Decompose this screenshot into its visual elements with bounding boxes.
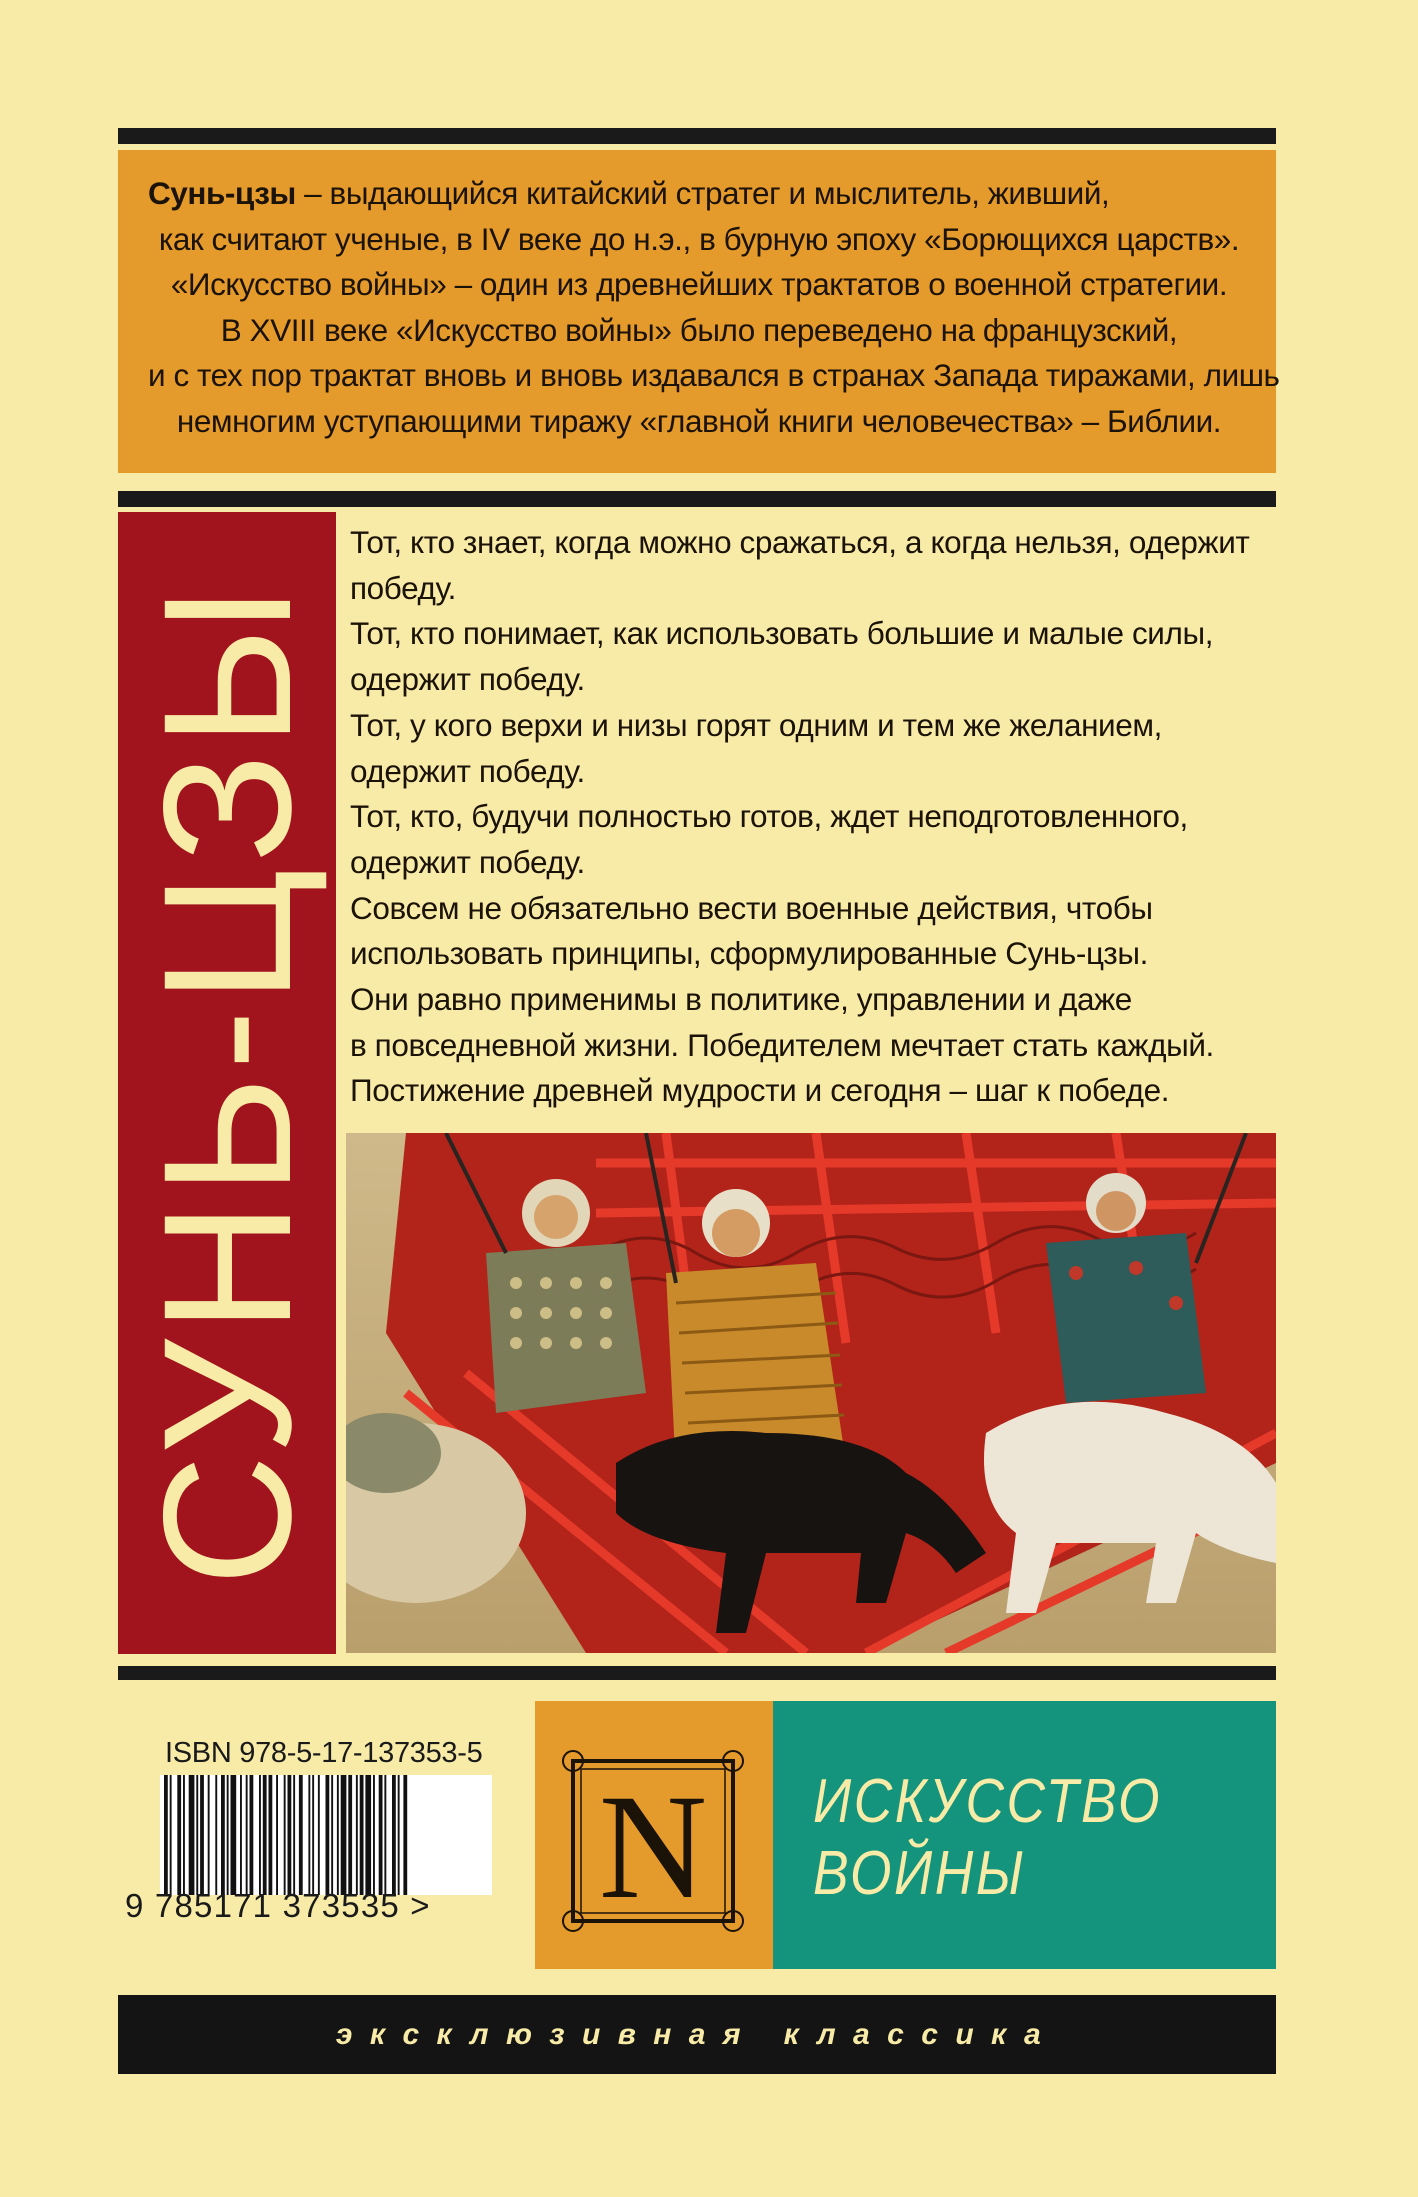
publisher-logo-letter: N bbox=[598, 1764, 708, 1930]
quotes-block bbox=[350, 520, 1280, 1114]
painting-illustration bbox=[346, 1133, 1276, 1653]
warriors-painting bbox=[346, 1133, 1276, 1653]
quote-line: одержит победу. bbox=[350, 752, 585, 789]
quote-line: Совсем не обязательно вести военные действия, чтобы bbox=[350, 889, 1153, 926]
barcode-bar bbox=[337, 1775, 339, 1895]
barcode-bar bbox=[208, 1775, 210, 1895]
spine-title: СУНЬ-ЦЗЫ bbox=[125, 579, 329, 1587]
barcode-bar bbox=[231, 1775, 237, 1895]
barcode-bar bbox=[384, 1775, 386, 1895]
barcode-bar bbox=[356, 1775, 358, 1895]
barcode-bar bbox=[200, 1775, 204, 1895]
quote-line: Тот, у кого верхи и низы горят одним и тем же желанием, bbox=[350, 706, 1162, 743]
isbn-label: ISBN 978-5-17-137353-5 bbox=[165, 1737, 483, 1769]
publisher-n-logo-icon bbox=[535, 1701, 773, 1969]
intro-line: Сунь-цзы – выдающийся китайский стратег и мыслитель, живший, bbox=[148, 175, 1110, 211]
barcode-bar bbox=[331, 1775, 333, 1895]
intro-line: и с тех пор трактат вновь и вновь издавался в странах Запада тиражами, лишь bbox=[148, 357, 1280, 394]
barcode-bars bbox=[160, 1775, 492, 1895]
intro-line: «Искусство войны» – один из древнейших трактатов о военной стратегии. bbox=[170, 266, 1228, 303]
barcode-bar bbox=[365, 1775, 371, 1895]
barcode-bar bbox=[288, 1775, 292, 1895]
intro-panel bbox=[118, 150, 1280, 473]
top-rule bbox=[118, 128, 1276, 144]
barcode-bar bbox=[263, 1775, 267, 1895]
barcode-bar bbox=[240, 1775, 242, 1895]
barcode-bar bbox=[308, 1775, 310, 1895]
barcode-bar bbox=[284, 1775, 286, 1895]
lower-rule bbox=[118, 1666, 1276, 1680]
barcode-bar bbox=[348, 1775, 352, 1895]
barcode bbox=[160, 1775, 492, 1895]
quote-line: использовать принципы, сформулированные Сунь-цзы. bbox=[350, 935, 1148, 972]
barcode-bar bbox=[221, 1775, 225, 1895]
series-band bbox=[118, 1995, 1276, 2074]
quote-line: в повседневной жизни. Победителем мечтает стать каждый. bbox=[350, 1026, 1214, 1063]
series-label: эксклюзивная классика bbox=[335, 2017, 1059, 2051]
intro-line: как считают ученые, в IV веке до н.э., в бурную эпоху «Борющихся царств». bbox=[158, 220, 1240, 257]
barcode-bar bbox=[299, 1775, 303, 1895]
quote-line: Постижение древней мудрости и сегодня – шаг к победе. bbox=[350, 1072, 1170, 1109]
intro-author: Сунь-цзы bbox=[148, 175, 296, 211]
barcode-bar bbox=[177, 1775, 181, 1895]
barcode-bar bbox=[403, 1775, 407, 1895]
barcode-bar bbox=[379, 1775, 383, 1895]
barcode-bar bbox=[398, 1775, 400, 1895]
barcode-bar bbox=[276, 1775, 278, 1895]
barcode-bar bbox=[392, 1775, 396, 1895]
publisher-logo-panel bbox=[535, 1701, 773, 1969]
barcode-bar bbox=[259, 1775, 261, 1895]
barcode-bar bbox=[246, 1775, 248, 1895]
barcode-bar bbox=[293, 1775, 295, 1895]
spine-panel bbox=[118, 512, 336, 1654]
barcode-bar bbox=[269, 1775, 273, 1895]
barcode-bar bbox=[312, 1775, 314, 1895]
quote-line: победу. bbox=[350, 569, 457, 606]
barcode-digits: 9 785171 373535 > bbox=[125, 1887, 431, 1924]
book-title-line-1: ИСКУССТВО bbox=[813, 1767, 1163, 1836]
book-title-line-2: ВОЙНЫ bbox=[813, 1839, 1026, 1908]
intro-line: немногим уступающими тиражу «главной книги человечества» – Библии. bbox=[176, 402, 1222, 439]
barcode-bar bbox=[250, 1775, 254, 1895]
book-title-panel bbox=[773, 1701, 1276, 1969]
intro-line: В XVIII веке «Искусство войны» было переведено на французский, bbox=[220, 311, 1178, 348]
barcode-bar bbox=[360, 1775, 364, 1895]
barcode-bar bbox=[318, 1775, 320, 1895]
barcode-bar bbox=[373, 1775, 375, 1895]
quote-line: одержит победу. bbox=[350, 661, 585, 698]
barcode-bar bbox=[341, 1775, 347, 1895]
barcode-bar bbox=[164, 1775, 168, 1895]
barcode-bar bbox=[215, 1775, 217, 1895]
quote-line: Тот, кто, будучи полностью готов, ждет неподготовленного, bbox=[350, 798, 1188, 835]
barcode-bar bbox=[326, 1775, 330, 1895]
barcode-bar bbox=[170, 1775, 172, 1895]
barcode-bar bbox=[189, 1775, 195, 1895]
barcode-bar bbox=[196, 1775, 198, 1895]
quote-line: Тот, кто понимает, как использовать большие и малые силы, bbox=[350, 615, 1214, 652]
quote-line: одержит победу. bbox=[350, 843, 585, 880]
barcode-bar bbox=[227, 1775, 229, 1895]
middle-rule bbox=[118, 491, 1276, 507]
barcode-bar bbox=[183, 1775, 185, 1895]
quote-line: Они равно применимы в политике, управлении и даже bbox=[350, 981, 1132, 1018]
quote-line: Тот, кто знает, когда можно сражаться, а когда нельзя, одержит bbox=[350, 524, 1250, 560]
